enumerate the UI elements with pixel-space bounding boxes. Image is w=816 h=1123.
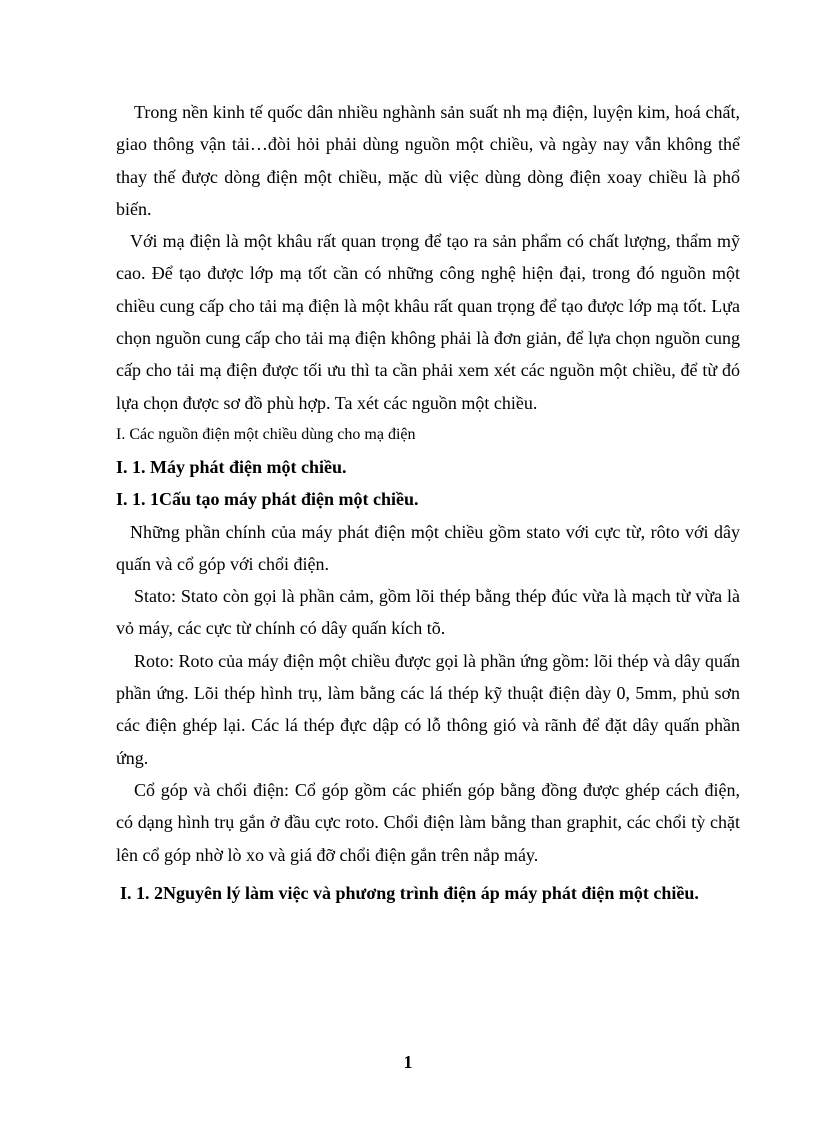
rotor-paragraph: Roto: Roto của máy điện một chiều được gọi là phần ứng gồm: lõi thép và dây quấn phần ứng. Lõi thép hình trụ, làm bằng các lá thép kỹ thuật điện dày 0, 5mm, phủ sơn các điện ghép lại. Các lá thép đực dập có lỗ thông gió và rãnh để đặt dây quấn phần ứng. bbox=[116, 650, 740, 768]
heading-dc-generator: I. 1. Máy phát điện một chiều. bbox=[116, 456, 347, 477]
heading-working-principle: I. 1. 2Nguyên lý làm việc và phương trình điện áp máy phát điện một chiều. bbox=[120, 882, 699, 903]
electroplating-paragraph: Với mạ điện là một khâu rất quan trọng để tạo ra sản phẩm có chất lượng, thẩm mỹ cao. Để tạo được lớp mạ tốt cần có những công nghệ hiện đại, trong đó nguồn một chiều cung cấp cho tải mạ điện là một khâu rất quan trọng để tạo được lớp mạ tốt. Lựa chọn nguồn cung cấp cho tải mạ điện không phải là đơn giản, để lựa chọn nguồn cung cấp cho tải mạ điện được tối ưu thì ta cần phải xem xét các nguồn một chiều, để từ đó lựa chọn được sơ đồ phù hợp. Ta xét các nguồn một chiều. bbox=[116, 231, 740, 413]
document-body bbox=[116, 96, 740, 909]
commutator-paragraph: Cổ góp và chổi điện: Cổ góp gồm các phiến góp bằng đồng được ghép cách điện, có dạng hình trụ gắn ở đầu cực roto. Chổi điện làm bằng than graphit, các chổi tỳ chặt lên cổ góp nhờ lò xo và giá đỡ chổi điện gắn trên nắp máy. bbox=[116, 779, 740, 865]
generator-parts-paragraph: Những phần chính của máy phát điện một chiều gồm stato với cực từ, rôto với dây quấn và cổ góp với chổi điện. bbox=[116, 521, 740, 574]
section-title: I. Các nguồn điện một chiều dùng cho mạ điện bbox=[116, 425, 416, 443]
page-number: 1 bbox=[403, 1052, 413, 1072]
heading-generator-structure: I. 1. 1Cấu tạo máy phát điện một chiều. bbox=[116, 489, 419, 510]
intro-paragraph: Trong nền kinh tế quốc dân nhiều nghành sản suất nh mạ điện, luyện kim, hoá chất, giao thông vận tải…đòi hỏi phải dùng nguồn một chiều, và ngày nay vẫn không thể thay thế được dòng điện một chiều, mặc dù việc dùng dòng điện xoay chiều là phổ biến. bbox=[116, 102, 740, 219]
stator-paragraph: Stato: Stato còn gọi là phần cảm, gồm lõi thép bằng thép đúc vừa là mạch từ vừa là vỏ máy, các cực từ chính có dây quấn kích tõ. bbox=[116, 586, 740, 639]
